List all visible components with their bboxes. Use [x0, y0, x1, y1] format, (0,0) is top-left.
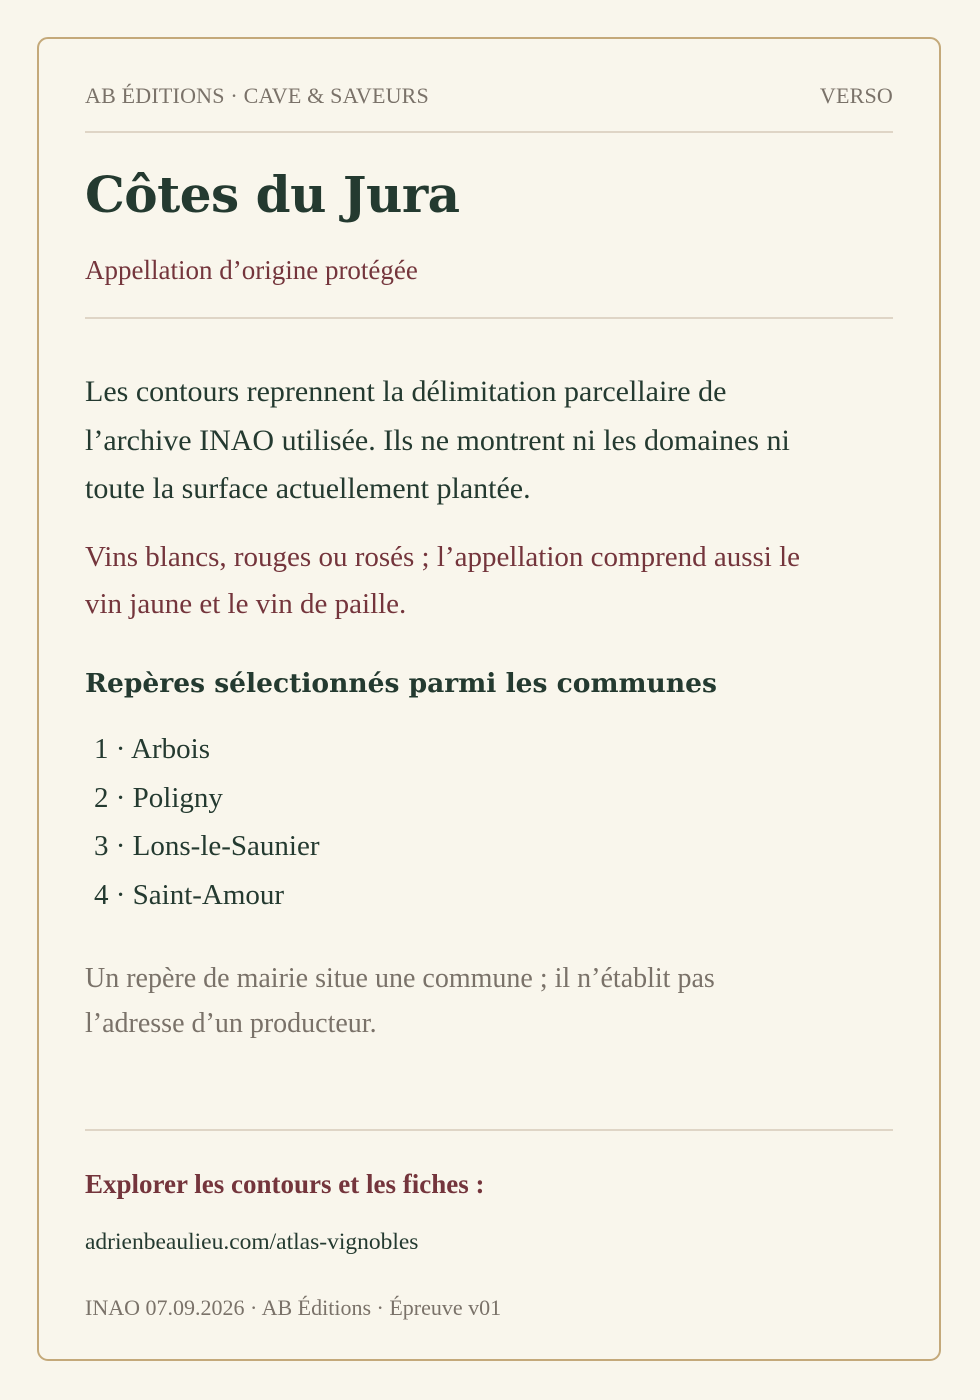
communes-list — [94, 725, 320, 920]
footer-divider — [85, 1129, 893, 1131]
publisher-label: AB ÉDITIONS · CAVE & SAVEURS — [85, 83, 429, 108]
list-item: 4 · Saint-Amour — [94, 879, 285, 912]
atlas-link[interactable]: adrienbeaulieu.com/atlas-vignobles — [85, 1229, 419, 1255]
disclaimer-note: Un repère de mairie situe une commune ; il n’établit pas l’adresse d’un producteur. — [85, 963, 715, 1039]
list-item: 1 · Arbois — [94, 733, 210, 765]
card-header — [85, 83, 893, 113]
header-divider — [85, 131, 893, 133]
explore-label: Explorer les contours et les fiches : — [85, 1169, 485, 1199]
title-divider — [85, 317, 893, 319]
intro-paragraph: Les contours reprennent la délimitation parcellaire de l’archive INAO utilisée. Ils ne montrent ni les domaines ni toute la surface actuellement plantée. — [85, 375, 790, 505]
communes-heading: Repères sélectionnés parmi les communes — [85, 668, 717, 699]
page-subtitle: Appellation d’origine protégée — [85, 255, 418, 285]
list-item: 3 · Lons-le-Saunier — [94, 830, 320, 863]
verso-card — [37, 37, 941, 1361]
wines-paragraph: Vins blancs, rouges ou rosés ; l’appellation comprend aussi le vin jaune et le vin de paille. — [85, 541, 801, 620]
page-title: Côtes du Jura — [85, 165, 460, 224]
edition-footer: INAO 07.09.2026 · AB Éditions · Épreuve v01 — [85, 1295, 502, 1320]
card-content — [85, 39, 893, 1359]
side-label: VERSO — [819, 83, 893, 108]
list-item: 2 · Poligny — [94, 781, 223, 814]
